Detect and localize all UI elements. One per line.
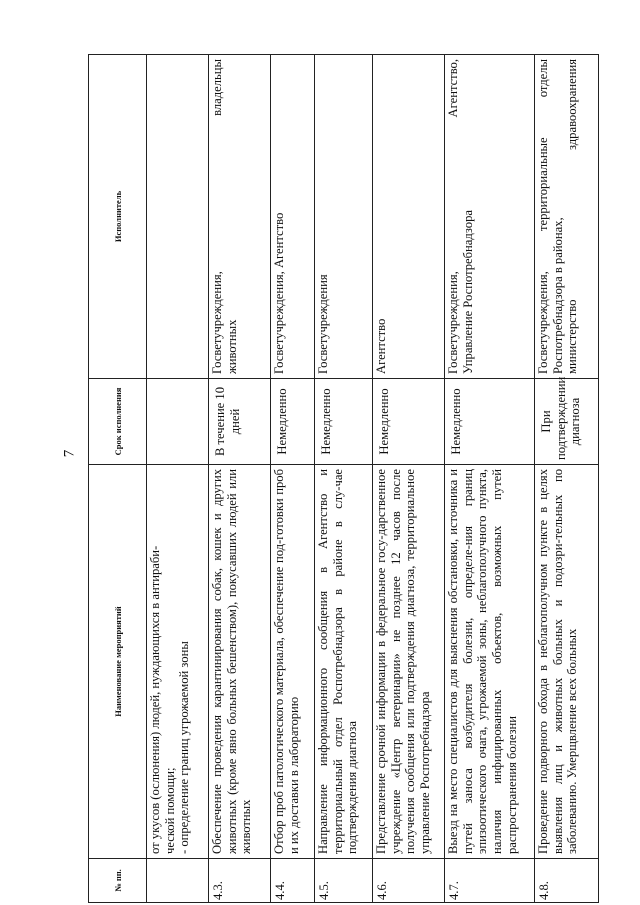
table-row [147,55,209,903]
row-executor [147,55,209,379]
row-term: Немедленно [445,379,535,465]
row-num: 4.8. [535,859,599,903]
table-row [445,55,535,903]
executor-part: Госветучреждения, [210,271,224,374]
row-executor: Агентство [373,55,445,379]
row-executor: Госветучреждения, Агентство [271,55,315,379]
executor-part: Управление Роспотребнадзора [460,210,475,374]
executor-part: здравоохранения [565,59,580,150]
row-num: 4.7. [445,859,535,903]
row-executor [209,55,271,379]
rotated-page [88,55,583,903]
table-row [373,55,445,903]
row-name: Направление информационного сообщения в Агентство и территориальный отдел Роспотребнадзора в районе в слу-чае подтверждения диагноза [315,465,373,859]
measures-table [88,54,599,903]
continuation-line: - определение границ угрожаемой зоны [177,641,192,854]
executor-part: Агентство, [446,59,460,118]
row-executor: Госветучреждения [315,55,373,379]
row-name: Проведение подворного обхода в неблагополучном пункте в целях выявления лиц и животных больных и подозри-тельных по заболеванию. Умерщвление всех больных [535,465,599,859]
row-term: В течение 10 дней [209,379,271,465]
row-num [147,859,209,903]
table-row [535,55,599,903]
row-term: Немедленно [271,379,315,465]
row-name [147,465,209,859]
executor-part: Госветучреждения, территориальные отделы Роспотребнадзора в районах, [536,59,565,374]
table-row [271,55,315,903]
row-term: При подтверждении диагноза [535,379,599,465]
table-row [315,55,373,903]
row-term: Немедленно [315,379,373,465]
header-num: № пп. [89,859,147,903]
row-name: Отбор проб патологического материала, обеспечение под-готовки проб и их доставки в лабораторию [271,465,315,859]
continuation-line: ческой помощи; [162,767,177,854]
page-number: 7 [61,449,78,458]
executor-part: животных [224,319,239,374]
row-num: 4.4. [271,859,315,903]
row-name: Обеспечение проведения карантинирования собак, кошек и других животных (кроме явно больных бешенством), покусавших людей или животных [209,465,271,859]
row-term: Немедленно [373,379,445,465]
row-executor [535,55,599,379]
executor-part: министерство [565,299,580,374]
row-term [147,379,209,465]
header-executor: Исполнитель [89,55,147,379]
header-term: Срок исполнения [89,379,147,465]
row-executor [445,55,535,379]
row-num: 4.3. [209,859,271,903]
row-name: Представление срочной информации в федеральное госу-дарственное учреждение «Центр ветеринарии» не позднее 12 часов после получения сообщения или подтверждения диагноза, территориальное управление Роспотребнадзора [373,465,445,859]
row-num: 4.5. [315,859,373,903]
continuation-line: от укусов (ослюнения) людей, нуждающихся в антираби- [148,545,162,854]
executor-part: владельцы [210,59,224,116]
row-num: 4.6. [373,859,445,903]
header-name: Наименование мероприятий [89,465,147,859]
executor-part: Госветучреждения, [446,271,460,374]
table-row [209,55,271,903]
row-name: Выезд на место специалистов для выяснения обстановки, источника и путей заноса возбудителя болезни, определе-ния границ эпизоотического очага, угрожаемой зоны, неблагополучного пункта, наличия инфицированных объектов, возможных путей распространения болезни [445,465,535,859]
header-row [89,55,147,903]
